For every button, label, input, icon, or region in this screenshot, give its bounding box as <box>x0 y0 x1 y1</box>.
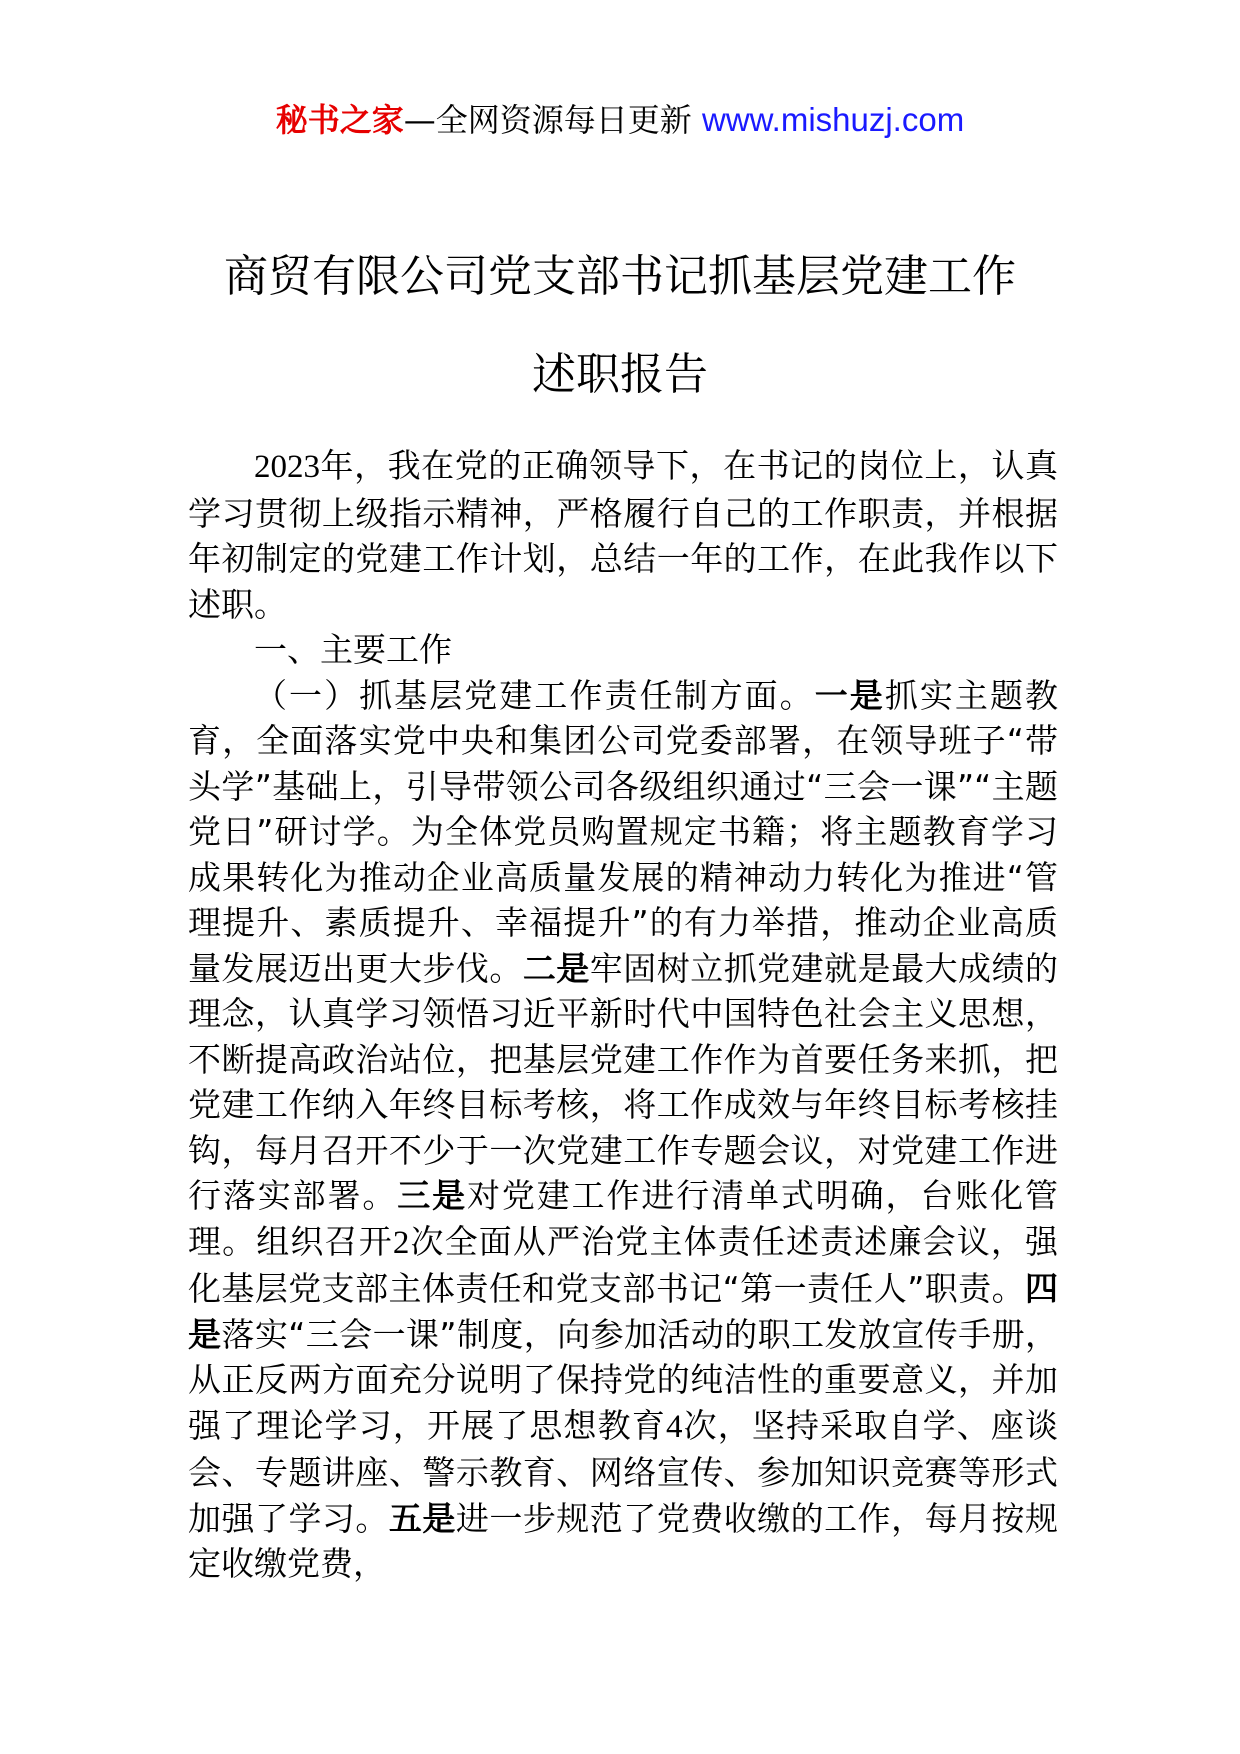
keyword-3: 三是 <box>397 1176 467 1215</box>
document-title <box>140 228 1100 424</box>
point-1-text: 抓实主题教育，全面落实党中央和集团公司党委部署，在领导班子“带头学”基础上，引导带领公司各级组织通过“三会一课”“主题党日”研讨学。为全体党员购置规定书籍；将主题教育学习成果转化为推动企业高质量发展的精神动力转化为推进“管理提升、素质提升、幸福提升”的有力举措，推动企业高质量发展迈出更大步伐。 <box>188 675 1059 988</box>
title-line-2: 述职报告 <box>532 349 708 400</box>
intro-paragraph <box>188 443 1058 627</box>
intro-year: 2023 <box>254 449 320 485</box>
point-2-text: 牢固树立抓党建就是最大成绩的理念，认真学习领悟习近平新时代中国特色社会主义思想，不断提高政治站位，把基层党建工作作为首要任务来抓，把党建工作纳入年终目标考核，将工作成效与年终目标考核挂钩，每月召开不少于一次党建工作专题会议，对党建工作进行落实部署。 <box>188 948 1059 1215</box>
keyword-2: 二是 <box>522 948 590 988</box>
point-3-number: 2 <box>392 1224 410 1261</box>
section-heading: 一、主要工作 <box>254 630 452 669</box>
site-tagline: —全网资源每日更新 <box>403 101 702 139</box>
subsection-heading: （一）抓基层党建工作责任制方面。 <box>254 675 815 715</box>
keyword-4: 四是 <box>188 1269 1058 1354</box>
point-4-text-b: 次，坚持采取自学、座谈会、专题讲座、警示教育、网络宣传、参加知识竞赛等形式加强了学习。 <box>188 1405 1059 1538</box>
site-header <box>0 100 1240 140</box>
document-body <box>188 443 1058 1587</box>
site-url-link[interactable]: www.mishuzj.com <box>701 101 965 138</box>
intro-text: 年，我在党的正确领导下，在书记的岗位上，认真学习贯彻上级指示精神，严格履行自己的工作职责，并根据年初制定的党建工作计划，总结一年的工作，在此我作以下述职。 <box>188 446 1058 624</box>
point-3-text-b: 次全面从严治党主体责任述责述廉会议，强化基层党支部主体责任和党支部书记“第一责任人”职责。 <box>188 1221 1059 1308</box>
subsection-paragraph <box>188 673 1058 1587</box>
keyword-1: 一是 <box>814 675 885 715</box>
title-line-1: 商贸有限公司党支部书记抓基层党建工作 <box>224 251 1016 302</box>
point-5-text: 进一步规范了党费收缴的工作，每月按规定收缴党费， <box>188 1498 1059 1583</box>
point-3-text-a: 对党建工作进行清单式明确，台账化管理。组织召开 <box>188 1176 1058 1261</box>
keyword-5: 五是 <box>388 1498 456 1538</box>
point-4-text-a: 落实“三会一课”制度，向参加活动的职工发放宣传手册，从正反两方面充分说明了保持党的纯洁性的重要意义，并加强了理论学习，开展了思想教育 <box>188 1314 1058 1445</box>
point-4-number: 4 <box>665 1408 683 1445</box>
site-brand: 秘书之家 <box>275 101 404 139</box>
